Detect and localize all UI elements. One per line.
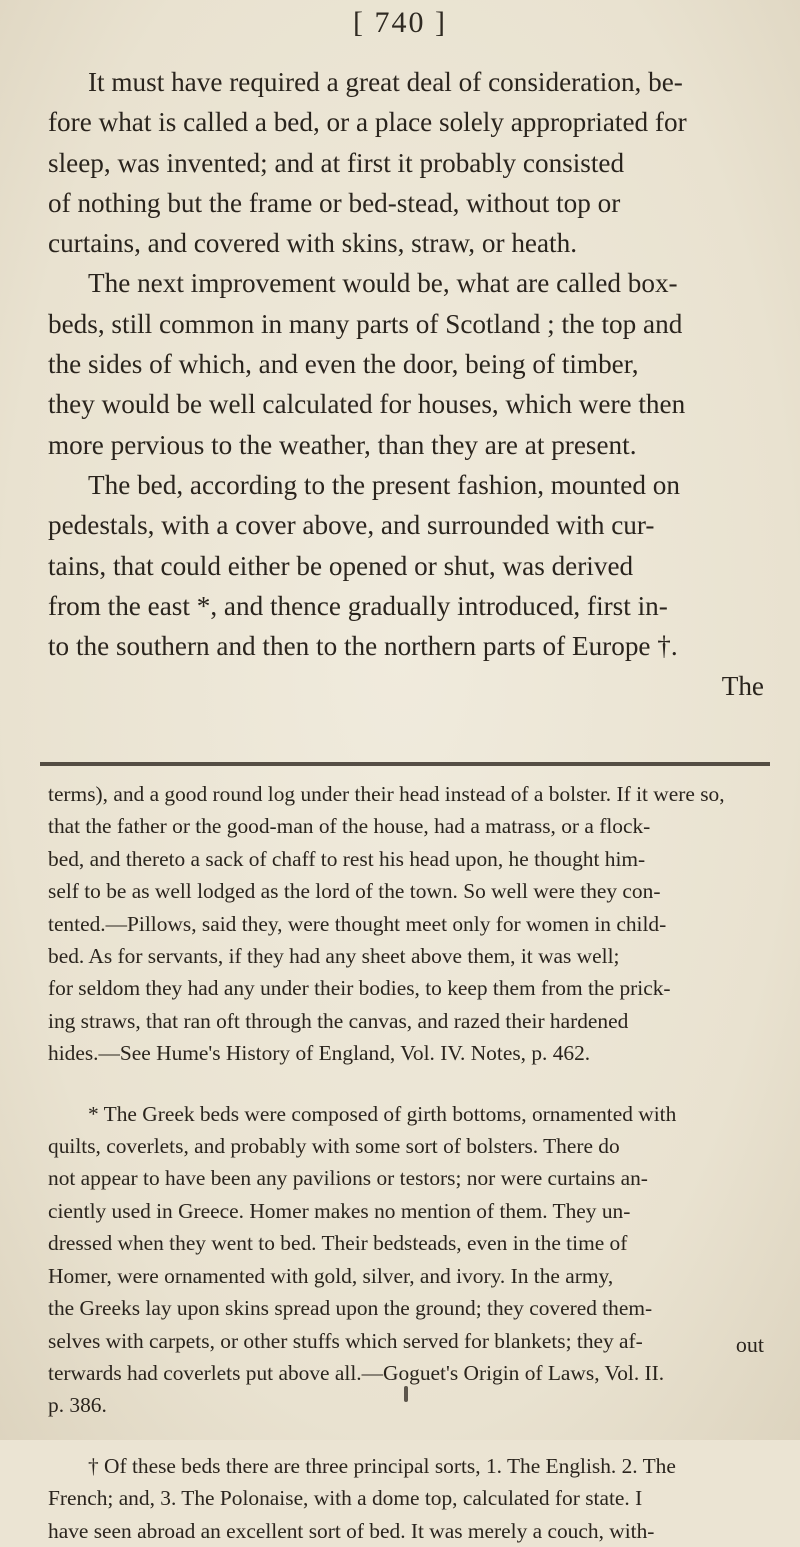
body-line: to the southern and then to the northern parts of Europe †. [48,631,678,662]
footnote-line: ing straws, that ran oft through the canvas, and razed their hardened [48,1008,629,1033]
body-catchword: The [721,671,764,702]
body-line: pedestals, with a cover above, and surrounded with cur- [48,510,655,541]
ink-mark [404,1386,408,1402]
footnote-line: ciently used in Greece. Homer makes no mention of them. They un- [48,1198,631,1223]
body-line: tains, that could either be opened or shut, was derived [48,550,634,581]
footnote-line: bed, and thereto a sack of chaff to rest his head upon, he thought him- [48,846,646,871]
footnote-line: terwards had coverlets put above all.—Goguet's Origin of Laws, Vol. II. [48,1360,665,1385]
footnote-line: have seen abroad an excellent sort of bed. It was merely a couch, with- [48,1518,655,1543]
footnote-line: the Greeks lay upon skins spread upon the ground; they covered them- [48,1296,653,1321]
footnote-line: quilts, coverlets, and probably with some sort of bolsters. There do [48,1134,620,1159]
body-line: The bed, according to the present fashion, mounted on [88,469,680,500]
footnote-line: p. 386. [48,1393,107,1418]
body-line: they would be well calculated for houses, which were then [48,389,686,420]
body-line: beds, still common in many parts of Scotland ; the top and [48,308,683,339]
body-line: sleep, was invented; and at first it probably consisted [48,147,625,178]
body-line: more pervious to the weather, than they are at present. [48,429,637,460]
footnote-line: tented.—Pillows, said they, were thought meet only for women in child- [48,911,667,936]
page-number: [ 740 ] [353,6,447,39]
body-line: The next improvement would be, what are called box- [88,268,678,299]
footnote-line: self to be as well lodged as the lord of the town. So well were they con- [48,879,661,904]
footnote-line: † Of these beds there are three principal sorts, 1. The English. 2. The [88,1453,676,1478]
footnote-line: that the father or the good-man of the house, had a matrass, or a flock- [48,814,651,839]
footnote-line: dressed when they went to bed. Their bedsteads, even in the time of [48,1231,628,1256]
footnote-line: not appear to have been any pavilions or testors; nor were curtains an- [48,1166,648,1191]
footnote-line: bed. As for servants, if they had any sheet above them, it was well; [48,944,620,969]
footnote-line: Homer, were ornamented with gold, silver, and ivory. In the army, [48,1263,614,1288]
body-line: curtains, and covered with skins, straw, or heath. [48,228,578,259]
body-line: the sides of which, and even the door, being of timber, [48,349,639,380]
footnote-line: selves with carpets, or other stuffs which served for blankets; they af- [48,1328,643,1353]
footnote-line: for seldom they had any under their bodies, to keep them from the prick- [48,976,671,1001]
footnote-catchword: out [735,1332,764,1357]
footnote-line: hides.—See Hume's History of England, Vol. IV. Notes, p. 462. [48,1041,591,1066]
body-line: of nothing but the frame or bed-stead, without top or [48,187,621,218]
footnote-divider [40,762,770,766]
body-line: from the east *, and thence gradually introduced, first in- [48,590,668,621]
body-line: fore what is called a bed, or a place solely appropriated for [48,107,687,138]
footnotes [48,778,764,1547]
footnote-line: French; and, 3. The Polonaise, with a dome top, calculated for state. I [48,1486,643,1511]
main-text [48,62,764,707]
footnote-line: terms), and a good round log under their head instead of a bolster. If it were so, [48,782,725,806]
footnote-line: * The Greek beds were composed of girth bottoms, ornamented with [88,1101,677,1126]
body-line: It must have required a great deal of consideration, be- [88,67,683,97]
